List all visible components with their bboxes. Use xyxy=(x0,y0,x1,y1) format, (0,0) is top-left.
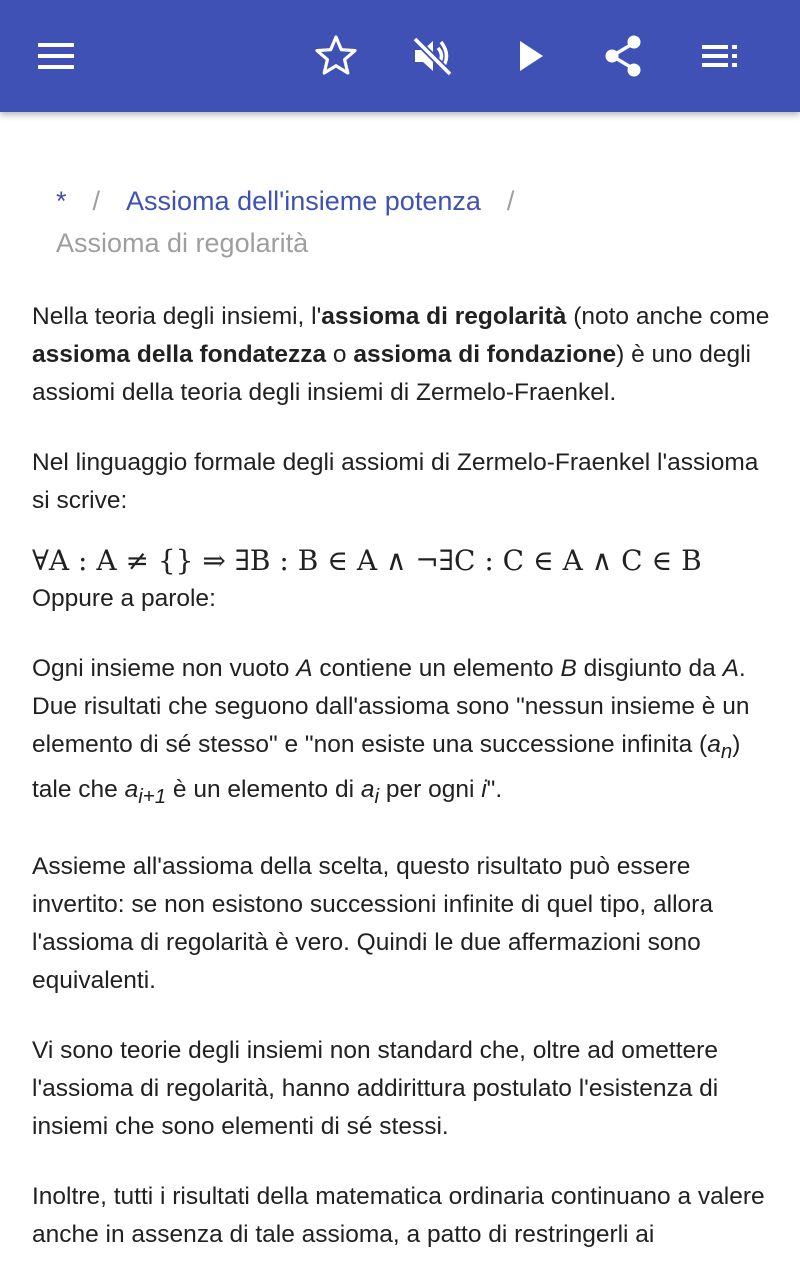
var-a: a xyxy=(707,731,721,758)
paragraph-ordinary-math: Inoltre, tutti i risultati della matematica ordinaria continuano a valere anche in assenza di tale assioma, a patto di restringerli ai xyxy=(32,1182,765,1248)
var-a: A xyxy=(722,655,739,682)
text: contiene un elemento xyxy=(312,655,561,682)
var-b: B xyxy=(560,655,577,682)
paragraph-formal-language: Nel linguaggio formale degli assiomi di Zermelo-Fraenkel l'assioma si scrive: xyxy=(32,449,759,514)
term-fondatezza: assioma della fondatezza xyxy=(32,341,327,368)
breadcrumb xyxy=(56,180,756,264)
breadcrumb-current: Assioma di regolarità xyxy=(56,228,309,258)
breadcrumb-parent-link[interactable]: Assioma dell'insieme potenza xyxy=(126,186,481,216)
subscript: i+1 xyxy=(138,785,167,808)
paragraph-statement xyxy=(32,650,772,688)
play-icon[interactable] xyxy=(502,28,558,84)
breadcrumb-separator: / xyxy=(92,186,101,216)
paragraph-non-standard: Vi sono teorie degli insiemi non standard che, oltre ad omettere l'assioma di regolarità, hanno addirittura postulato l'esistenza di insiemi che sono elementi di sé stessi. xyxy=(32,1036,719,1140)
text: ) è uno degli assiomi della teoria degli insiemi di Zermelo-Fraenkel. xyxy=(32,341,751,406)
var-a: a xyxy=(124,775,139,803)
text: (noto anche come xyxy=(566,303,770,330)
term-fondazione: assioma di fondazione xyxy=(353,341,617,368)
text: ) tale che xyxy=(32,731,741,803)
paragraph-choice: Assieme all'assioma della scelta, questo risultato può essere invertito: se non esistono successioni infinite di quel tipo, allora l'assioma di regolarità è vero. Quindi le due affermazioni sono equivalenti. xyxy=(32,852,713,994)
star-icon[interactable] xyxy=(308,28,364,84)
text: è un elemento di xyxy=(166,775,361,803)
term-regolarita: assioma di regolarità xyxy=(321,303,567,330)
text: disgiunto da xyxy=(576,655,723,682)
breadcrumb-separator: / xyxy=(506,186,515,216)
article-body xyxy=(32,298,772,1286)
text: o xyxy=(326,341,354,368)
text: Nella teoria degli insiemi, l' xyxy=(32,303,322,330)
paragraph-intro xyxy=(32,298,772,412)
paragraph-in-words: Oppure a parole: xyxy=(32,585,216,612)
app-bar xyxy=(0,0,800,112)
subscript: n xyxy=(720,740,733,763)
volume-off-icon[interactable] xyxy=(404,28,460,84)
text: . xyxy=(738,655,746,682)
subscript: i xyxy=(374,785,380,808)
paragraph-consequences xyxy=(32,688,772,816)
text: Due risultati che seguono dall'assioma sono "nessun insieme è un elemento di sé stesso" e "non esiste una successione infinita ( xyxy=(32,693,750,758)
var-i: i xyxy=(481,775,487,803)
text: ". xyxy=(486,775,503,803)
axiom-formula: ∀A : A ≠ {} ⇒ ∃B : B ∈ A ∧ ¬∃C : C ∈ A ∧ C ∈ B xyxy=(32,544,702,577)
playlist-icon[interactable] xyxy=(692,28,748,84)
share-icon[interactable] xyxy=(596,28,652,84)
text: per ogni xyxy=(379,775,482,803)
text: Ogni insieme non vuoto xyxy=(32,655,297,682)
menu-icon[interactable] xyxy=(28,28,84,84)
breadcrumb-root-link[interactable]: * xyxy=(56,186,67,216)
var-a: a xyxy=(360,775,375,803)
var-a: A xyxy=(296,655,313,682)
